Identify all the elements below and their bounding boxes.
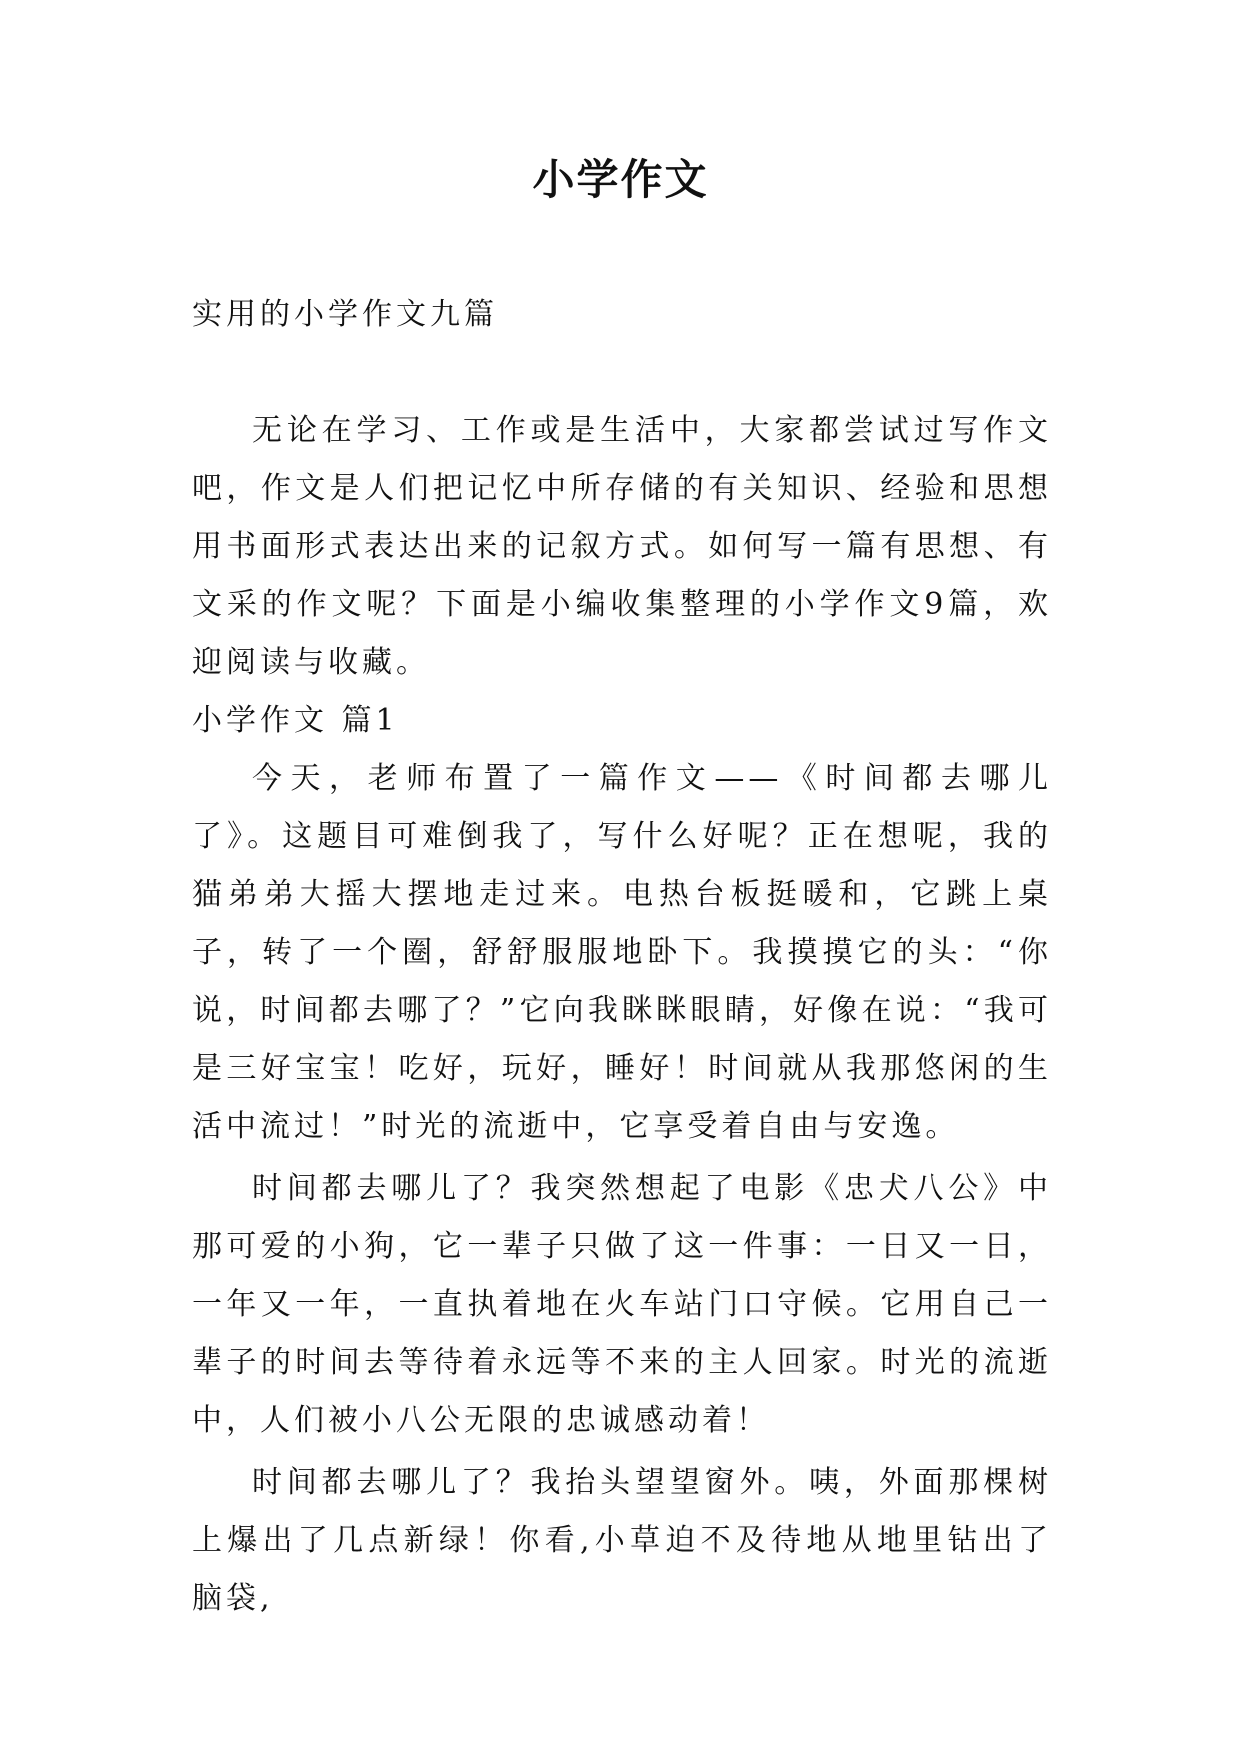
blank-line	[192, 344, 1052, 402]
body-paragraph-2: 时间都去哪儿了？我突然想起了电影《忠犬八公》中那可爱的小狗，它一辈子只做了这一件事：一日又一日，一年又一年，一直执着地在火车站门口守候。它用自己一辈子的时间去等待着永远等不来的主人回家。时光的流逝中，人们被小八公无限的忠诚感动着！	[192, 1171, 1052, 1438]
body-paragraph-3: 时间都去哪儿了？我抬头望望窗外。咦，外面那棵树上爆出了几点新绿！你看,小草迫不及待地从地里钻出了脑袋,	[192, 1465, 1052, 1616]
document-title: 小学作文	[532, 155, 709, 204]
body-paragraph-1: 今天，老师布置了一篇作文——《时间都去哪儿了》。这题目可难倒我了，写什么好呢？正在想呢，我的猫弟弟大摇大摆地走过来。电热台板挺暖和，它跳上桌子，转了一个圈，舒舒服服地卧下。我摸摸它的头：“你说，时间都去哪了？”它向我眯眯眼睛，好像在说：“我可是三好宝宝！吃好，玩好，睡好！时间就从我那悠闲的生活中流过！”时光的流逝中，它享受着自由与安逸。	[192, 761, 1052, 1144]
document-subtitle: 实用的小学作文九篇	[192, 297, 498, 332]
section-heading: 小学作文 篇1	[192, 703, 399, 738]
document-body	[192, 286, 1052, 1628]
intro-paragraph: 无论在学习、工作或是生活中，大家都尝试过写作文吧，作文是人们把记忆中所存储的有关知识、经验和思想用书面形式表达出来的记叙方式。如何写一篇有思想、有文采的作文呢？下面是小编收集整理的小学作文9篇，欢迎阅读与收藏。	[192, 413, 1052, 680]
